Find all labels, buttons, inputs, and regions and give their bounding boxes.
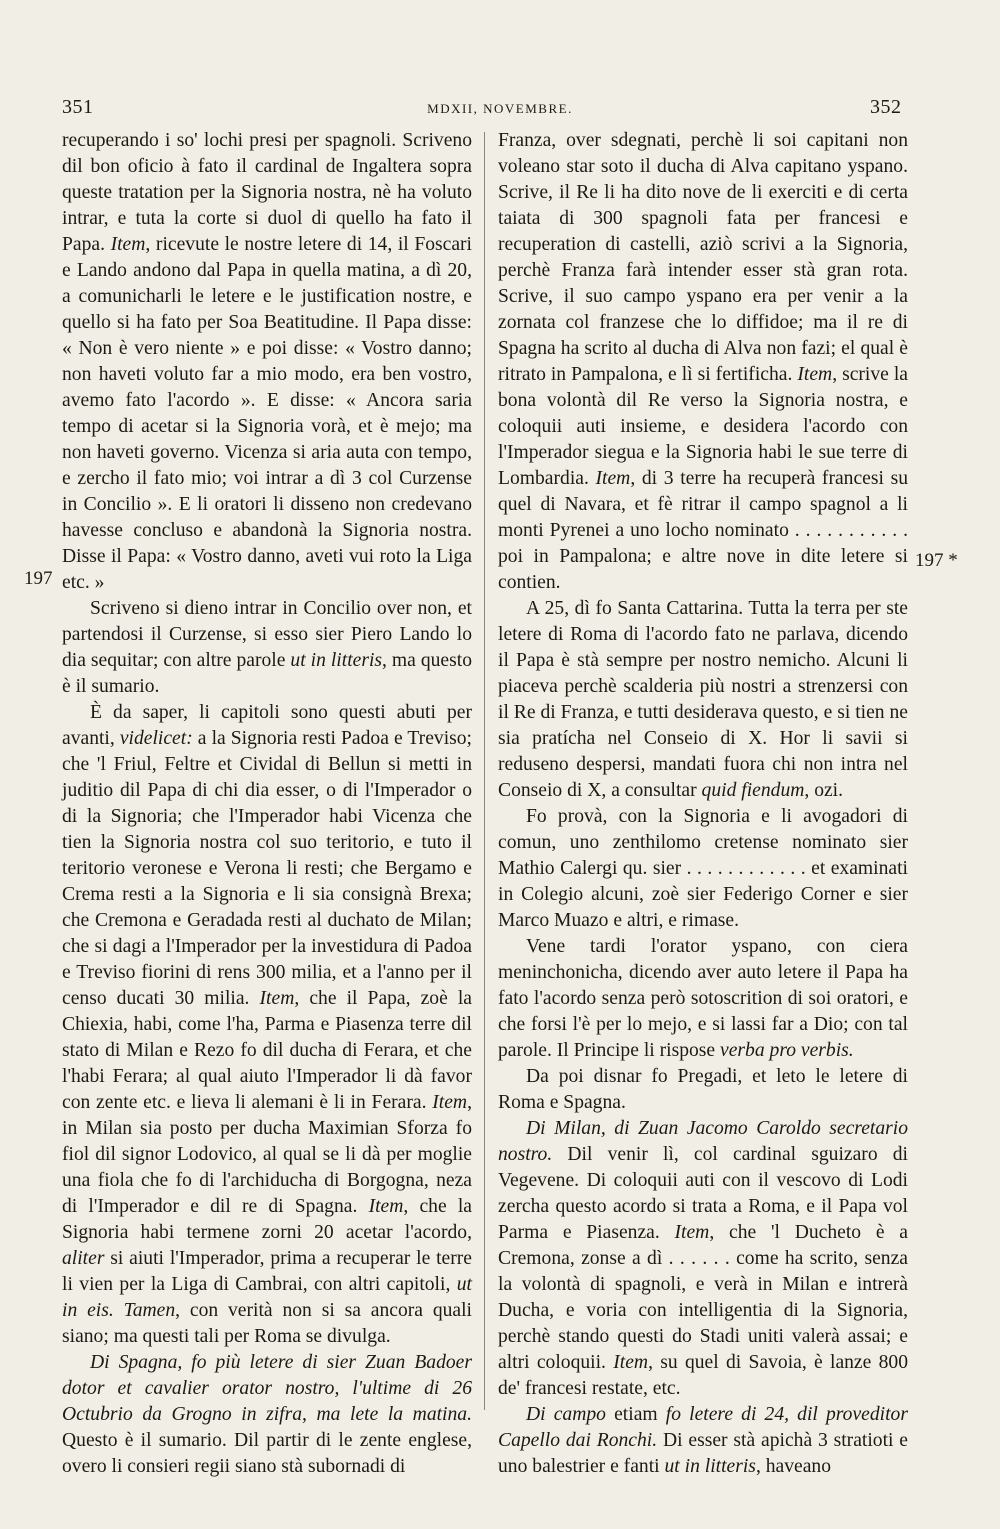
paragraph: Franza, over sdegnati, perchè li soi capitani non voleano star soto il ducha di Alva capitano yspano. Scrive, il Re li ha dito nove de li exerciti e di certa taiata di 300 spagnoli fata per francesi e recuperation di castelli, aziò scrivi a la Signoria, perchè Franza farà intender esser stà gran rota. Scrive, il suo campo yspano era per venir a la zornata col franzese che lo diffidoe; ma il re di Spagna ha scrito al ducha di Alva non fazi; el qual è ritrato in Pampalona, e lì si fertificha. Item, scrive la bona volontà dil Re verso la Signoria nostra, e coloquii auti insieme, e desidera l'acordo con l'Imperador siegua e la Signoria habi le sue terre di Lombardia. Item, di 3 terre ha recuperà francesi su quel di Navara, et fè ritrar il campo spagnol a li monti Pyrenei a uno locho nominato . . . . . . . . . . . poi in Pampalona; e altre nove in dite letere si contien. (498, 130, 909, 593)
left-column (62, 128, 472, 1480)
margin-number-left: 197 (24, 568, 53, 589)
page-number-right: 352 (870, 96, 902, 118)
margin-number-right: 197 * (915, 550, 958, 571)
paragraph: Di Milan, di Zuan Jacomo Caroldo secretario nostro. Dil venir lì, col cardinal sguizaro di Vegevene. Di coloquii auti con il vescovo di Lodi zercha questo acordo si trata a Roma, e il Papa vol Parma e Piasenza. Item, che 'l Ducheto è a Cremona, zonse a dì . . . . . . come ha scrito, senza la volontà di spagnoli, e verà in Milan e intrerà Ducha, e voria con intelligentia di la Signoria, perchè stando questi do Stadi uniti valerà assai; e altri coloquii. Item, su quel di Savoia, è lanze 800 de' francesi restate, etc. (498, 1118, 909, 1399)
paragraph: Scriveno si dieno intrar in Concilio over non, et partendosi il Curzense, si esso sier Piero Lando lo dia sequitar; con altre parole ut in litteris, ma questo è il sumario. (62, 598, 472, 697)
paragraph: Fo provà, con la Signoria e li avogadori di comun, uno zenthilomo cretense nominato sier Mathio Calergi qu. sier . . . . . . . . . . . . et examinati in Colegio alcuni, zoè sier Federigo Corner e sier Marco Muazo e altri, e rimase. (498, 806, 908, 931)
paragraph: Di Spagna, fo più letere di sier Zuan Badoer dotor et cavalier orator nostro, l'ultime di 26 Octubrio da Grogno in zifra, ma lete la matina. Questo è il sumario. Dil partir di le zente englese, overo li consieri regii siano stà subornadi di (62, 1352, 472, 1477)
running-title: MDXII, NOVEMBRE. (427, 101, 573, 116)
page-number-left: 351 (62, 96, 94, 118)
right-column (498, 128, 908, 1480)
paragraph: recuperando i so' lochi presi per spagnoli. Scriveno dil bon oficio à fato il cardinal de Ingaltera sopra queste tratation per la Signoria nostra, nè ha voluto intrar, e tuta la corte si duol di quello ha fato il Papa. Item, ricevute le nostre letere di 14, il Foscari e Lando andono dal Papa in quella matina, a dì 20, a comunicharli le letere e le justification nostre, e quello si ha fato per Soa Beatitudine. Il Papa disse: « Non è vero niente » e poi disse: « Vostro danno; non haveti voluto far a mio modo, era ben vostro, avemo fato l'acordo ». E disse: « Ancora saria tempo di acetar si la Signoria vorà, et è mejo; ma non haveti governo. Vicenza si aria auta con tempo, e zercho il fato mio; voi intrar a dì 3 col Curzense in Concilio ». E li oratori li disseno non credevano havesse concluso e abandonà la Signoria nostra. Disse il Papa: « Vostro danno, aveti vui roto la Liga etc. » (62, 130, 473, 593)
column-divider (484, 132, 485, 1410)
paragraph: A 25, dì fo Santa Cattarina. Tutta la terra per ste letere di Roma di l'acordo fato ne parlava, dicendo il Papa è stà sempre per nostro nemicho. Alcuni li piaceva perchè scalderia più nostri a strenzersi con il Re di Franza, e tutti desiderava questo, e si tien ne sia pratícha nel Conseio di X. Hor li savii si reduseno despersi, mandati fuora chi non intra nel Conseio di X, a consultar quid fiendum, ozi. (498, 598, 908, 801)
paragraph: Da poi disnar fo Pregadi, et leto le letere di Roma e Spagna. (498, 1066, 908, 1113)
paragraph: È da saper, li capitoli sono questi abuti per avanti, videlicet: a la Signoria resti Padoa e Treviso; che 'l Friul, Feltre et Cividal di Bellun si metti in juditio dil Papa di chi dia esser, o di l'Imperador o di la Signoria; che l'Imperador habi Vicenza che tien la Signoria nostra col suo teritorio, e tuto il teritorio veronese e Verona li resti; che Bergamo e Crema resti a la Signoria e li sia consignà Brexa; che Cremona e Geradada resti al duchato de Milan; che si dagi a l'Imperador per la investidura di Padoa e Treviso fiorini di rens 300 milia, et a l'anno per il censo ducati 30 milia. Item, che il Papa, zoè la Chiexia, habi, come l'ha, Parma e Piasenza terre dil stato di Milan e Rezo fo dil ducha di Ferara, et che l'habi Ferara; al qual aiuto l'Imperador li dà favor con zente etc. e lieva li alemani è li in Ferara. Item, in Milan sia posto per ducha Maximian Sforza fo fiol dil signor Lodovico, al qual se li dà per moglie una fiola che fo di l'archiducha di Borgogna, neza di l'Imperador e dil re di Spagna. Item, che la Signoria habi termene zorni 20 acetar l'acordo, aliter si aiuti l'Imperador, prima a recuperar le terre li vien per la Liga di Cambrai, con altri capitoli, ut in eis. Tamen, con verità non si sa ancora quali siano; ma questi tali per Roma se divulga. (62, 702, 473, 1347)
paragraph: Vene tardi l'orator yspano, con ciera meninchonicha, dicendo aver auto letere il Papa ha fato l'acordo senza però sotoscrition di soi oratori, e che forsi l'è per lo mejo, e si lassi far a Dio; con tal parole. Il Principe li rispose verba pro verbis. (498, 936, 908, 1061)
paragraph: Di campo etiam fo letere di 24, dil proveditor Capello dai Ronchi. Di esser stà apichà 3 stratioti e uno balestrier e fanti ut in litteris, haveano (498, 1404, 908, 1477)
